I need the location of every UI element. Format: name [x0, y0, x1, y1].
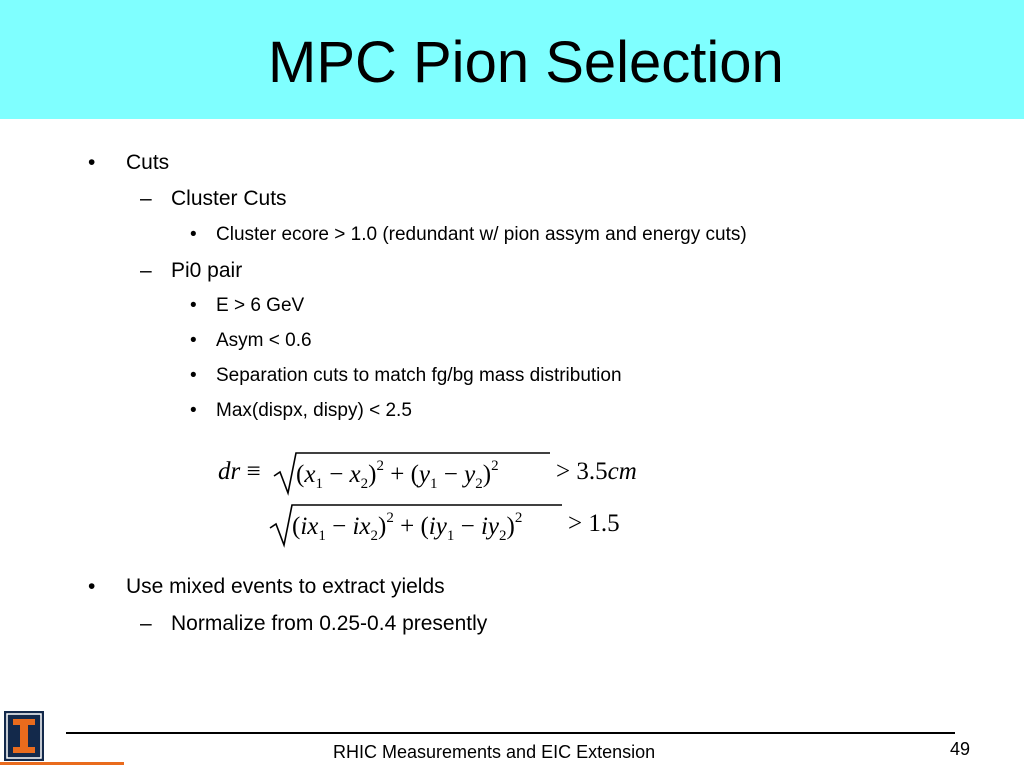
bullet-text: Max(dispx, dispy) < 2.5 — [216, 400, 412, 421]
bullet-text: Cluster Cuts — [171, 187, 287, 210]
bullet-text: Separation cuts to match fg/bg mass distribution — [216, 365, 622, 386]
formula-dr — [218, 458, 261, 486]
formula-grid-rhs: > 1.5 — [568, 510, 620, 537]
bullet-text: Use mixed events to extract yields — [126, 575, 445, 598]
formula-dr-lhs: dr — [218, 458, 241, 485]
bullet-mark: • — [190, 295, 197, 316]
footer-text: RHIC Measurements and EIC Extension — [333, 742, 656, 762]
bullet-text: E > 6 GeV — [216, 295, 305, 316]
formula-dr-unit: cm — [607, 458, 637, 485]
slide-title: MPC Pion Selection — [268, 30, 784, 95]
bullet-mark: • — [88, 575, 96, 598]
bullet-text: Cluster ecore > 1.0 (redundant w/ pion assym and energy cuts) — [216, 224, 747, 245]
formula-dr-radicand: $(x_1 - x_2)^2 + (y_1 - y_2)^2$ — [296, 458, 499, 492]
bullet-text: Asym < 0.6 — [216, 330, 312, 351]
bullet-mark: • — [190, 330, 197, 351]
bullet-mark: • — [190, 365, 197, 386]
bullet-mark: • — [88, 151, 96, 174]
bullet-text: Normalize from 0.25-0.4 presently — [171, 612, 488, 635]
bullet-mark: • — [190, 224, 197, 245]
formula-grid-threshold: 1.5 — [588, 510, 620, 537]
bullet-text: Pi0 pair — [171, 259, 243, 282]
footer-divider — [66, 732, 955, 734]
bullet-mark: • — [190, 400, 197, 421]
formula-grid-radicand: $(ix_1 - ix_2)^2 + (iy_1 - iy_2)^2$ — [292, 510, 523, 544]
formula-equiv: ≡ — [246, 458, 261, 485]
formula-dr-threshold: 3.5 — [576, 458, 608, 485]
bullet-mark: – — [140, 259, 152, 282]
bullet-mark: – — [140, 612, 152, 635]
page-number: 49 — [950, 739, 971, 759]
bullet-mark: – — [140, 187, 152, 210]
university-logo-icon — [4, 711, 44, 761]
bullet-text: Cuts — [126, 151, 170, 174]
logo-accent-line — [0, 762, 124, 765]
formula-dr-rhs: > 3.5cm — [556, 458, 637, 485]
